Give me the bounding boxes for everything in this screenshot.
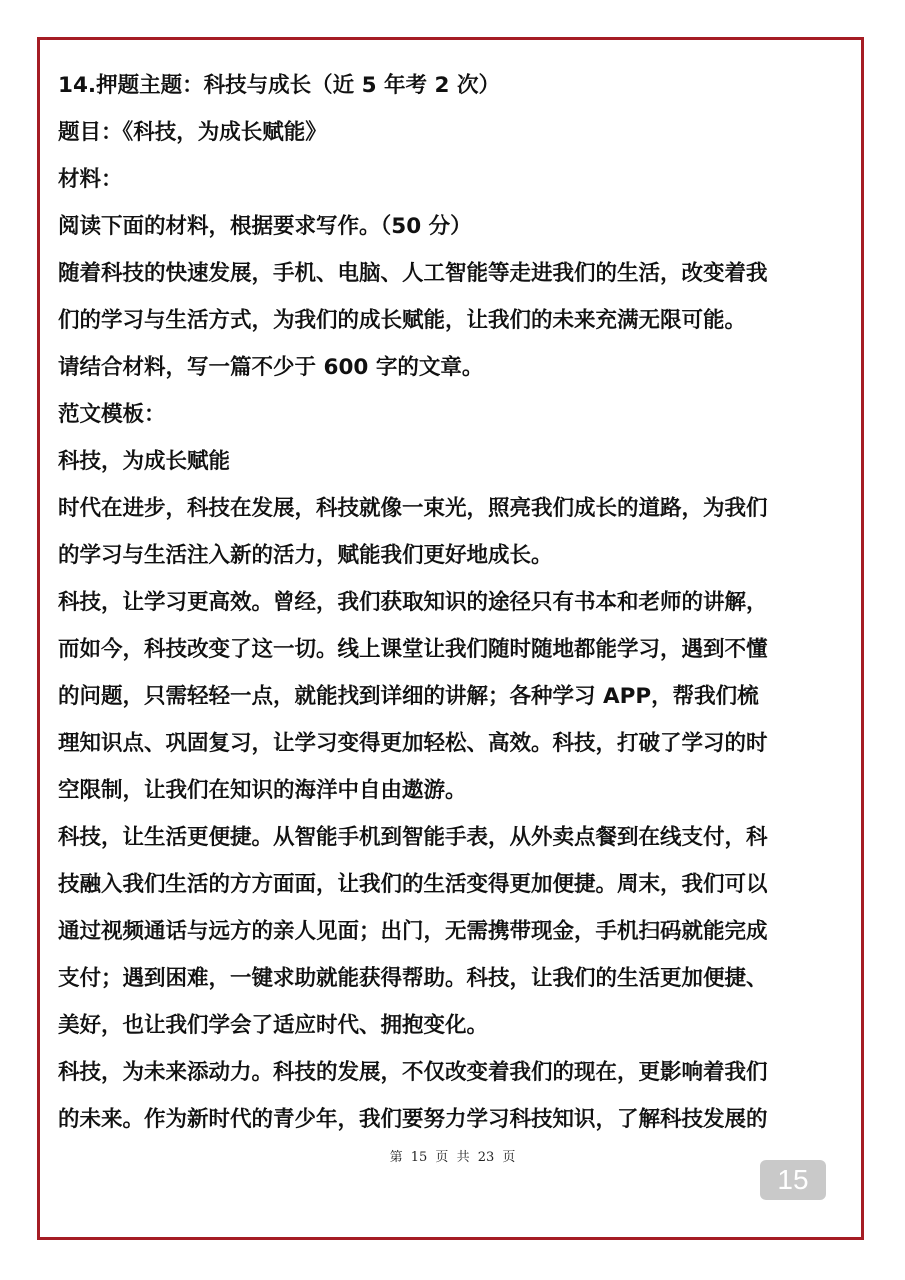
essay-paragraph-line: 科技，让生活更便捷。从智能手机到智能手表，从外卖点餐到在线支付，科 xyxy=(58,825,768,850)
essay-paragraph-line: 而如今，科技改变了这一切。线上课堂让我们随时随地都能学习，遇到不懂 xyxy=(58,637,768,662)
document-body xyxy=(58,62,840,1143)
essay-paragraph-line: 科技，为未来添动力。科技的发展，不仅改变着我们的现在，更影响着我们 xyxy=(58,1060,768,1085)
essay-paragraph-line: 的问题，只需轻轻一点，就能找到详细的讲解；各种学习 APP，帮我们梳 xyxy=(58,684,759,709)
page-frame xyxy=(37,37,864,1240)
essay-title-prompt: 题目：《科技，为成长赋能》 xyxy=(58,120,327,145)
essay-paragraph-line: 时代在进步，科技在发展，科技就像一束光，照亮我们成长的道路，为我们 xyxy=(58,496,768,521)
essay-paragraph-line: 支付；遇到困难，一键求助就能获得帮助。科技，让我们的生活更加便捷、 xyxy=(58,966,768,991)
essay-paragraph-line: 空限制，让我们在知识的海洋中自由遨游。 xyxy=(58,778,467,803)
sample-essay-title: 科技，为成长赋能 xyxy=(58,449,231,474)
essay-paragraph-line: 的学习与生活注入新的活力，赋能我们更好地成长。 xyxy=(58,543,553,568)
essay-paragraph-line: 理知识点、巩固复习，让学习变得更加轻松、高效。科技，打破了学习的时 xyxy=(58,731,768,756)
material-label: 材料： xyxy=(58,167,123,192)
essay-paragraph-line: 通过视频通话与远方的亲人见面；出门，无需携带现金，手机扫码就能完成 xyxy=(58,919,768,944)
page-footer: 第 15 页 共 23 页 xyxy=(389,1150,516,1165)
instruction-line: 阅读下面的材料，根据要求写作。（50 分） xyxy=(58,214,472,239)
material-text-line: 们的学习与生活方式，为我们的成长赋能，让我们的未来充满无限可能。 xyxy=(58,308,747,333)
essay-paragraph-line: 技融入我们生活的方方面面，让我们的生活变得更加便捷。周末，我们可以 xyxy=(58,872,768,897)
essay-paragraph-line: 的未来。作为新时代的青少年，我们要努力学习科技知识，了解科技发展的 xyxy=(58,1107,768,1132)
essay-paragraph-line: 科技，让学习更高效。曾经，我们获取知识的途径只有书本和老师的讲解， xyxy=(58,590,768,615)
requirement-line: 请结合材料，写一篇不少于 600 字的文章。 xyxy=(58,355,484,380)
sample-label: 范文模板： xyxy=(58,402,166,427)
material-text-line: 随着科技的快速发展，手机、电脑、人工智能等走进我们的生活，改变着我 xyxy=(58,261,768,286)
page-number-badge: 15 xyxy=(760,1160,826,1200)
topic-heading: 14.押题主题：科技与成长（近 5 年考 2 次） xyxy=(58,73,500,98)
essay-paragraph-line: 美好，也让我们学会了适应时代、拥抱变化。 xyxy=(58,1013,489,1038)
